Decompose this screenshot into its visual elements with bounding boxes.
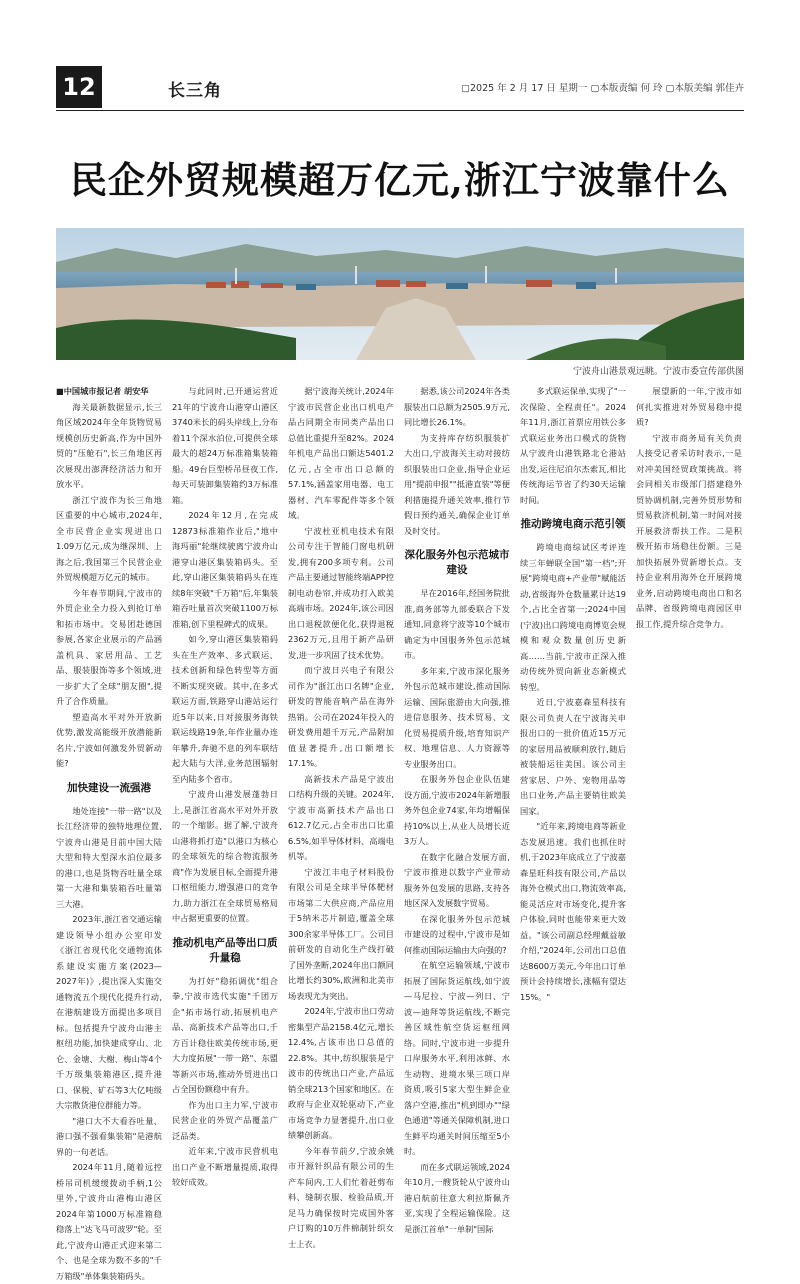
paragraph: 展望新的一年,宁波市如何扎实推进对外贸易稳中提质?	[636, 386, 742, 427]
paragraph: 近年来,宁波市民营机电出口产业不断增量提质,取得较好成效。	[172, 1146, 278, 1187]
page-number: 12	[56, 66, 102, 108]
paragraph: 宁波杜亚机电技术有限公司专注于智能门窗电机研发,拥有200多项专利。公司产品主要通过智能终端APP控制电动卷帘,并成功打入欧美高端市场。2024年,该公司因出口退税款便化化,获得退税2362万元,且用于新产品研发,进一步巩固了技术优势。	[288, 525, 394, 660]
byline: ■中国城市报记者 胡安华	[56, 386, 149, 396]
paragraph: 地处连接"一带一路"以及长江经济带的独特地理位置,宁波舟山港是目前中国大陆大型和特大型深水泊位最多的港口,也是货物吞吐量全球第一大港和集装箱吞吐量第三大港。	[56, 805, 162, 909]
paragraph: 近日,宁波嘉森星科技有限公司负责人在宁波海关申报出口的一批价值近15万元的家居用品被顺利放行,随后被装船运往美国。该公司主营家居、户外、宠物用品等出口业务,产品主要销往欧美国家。	[520, 697, 626, 816]
subheading-ecommerce: 推动跨境电商示范引领	[520, 518, 626, 530]
port-photo-illustration	[56, 228, 744, 360]
editor-credit: ▢本版责编 何 玲	[590, 83, 663, 94]
column-5	[520, 384, 626, 1124]
paragraph: 今年春节期间,宁波市的外贸企业全力投入到抢订单和拓市场中。交易团赴德国参展,各家企业展示的产品涵盖机具、家居用品、工艺品、服装服饰等多个领域,进一步扩大了全球"朋友圈",提升了合作质量。	[56, 587, 162, 706]
paragraph: "港口大不大看吞吐量、港口强不强看集装箱"是港航界的一句老话。	[56, 1115, 162, 1157]
paragraph: 多式联运保单,实现了"一次保险、全程责任"。2024年11月,浙江首票应用铁公多式联运业务出口模式的货物从宁波舟山港铁路北仑港站出发,运往尼泊尔杰索瓦,相比传统海运节省了约30天运输时间。	[520, 386, 626, 505]
paragraph: 在数字化融合发展方面,宁波市推进以数字产业带动服务外包发展的思路,支持各地区深入发展数字贸易。	[404, 851, 510, 908]
column-3	[288, 384, 394, 1249]
paragraph: 为打好"稳拓调优"组合拳,宁波市选代实施"千团万企"拓市场行动,拓展机电产品、高新技术产品等出口,千方百计稳住欧美传统市场,更大力度拓展"一带一路"、东盟等新兴市场,推动外贸进出口占全国份额稳中有升。	[172, 975, 278, 1094]
paragraph: 在服务外包企业队伍建设方面,宁波市2024年新增服务外包企业74家,年均增幅保持10%以上,从业人员增长近3万人。	[404, 774, 510, 846]
header-rule	[56, 110, 744, 111]
column-6	[636, 384, 742, 1124]
paragraph: 浙江宁波作为长三角地区重要的中心城市,2024年,全市民营企业实现进出口1.09万亿元,成为继深圳、上海之后,我国第三个民营企业外贸规模超万亿元的城市。	[56, 494, 162, 582]
paragraph: 高新技术产品是宁波出口结构升级的关键。2024年,宁波市高新技术产品出口612.7亿元,占全市出口比重6.5%,如半导体材料、高端电机等。	[288, 773, 394, 861]
paragraph: 宁波江丰电子材料股份有限公司是全球半导体靶材市场第二大供应商,产品应用于5纳米芯片制造,覆盖全球300余家半导体工厂。公司目前研发的自动化生产线打破了国外垄断,2024年出口额同比增长约30%,欧洲和北美市场表现尤为突出。	[288, 866, 394, 1001]
paragraph: 宁波舟山港发展蓬勃日上,是浙江省高水平对外开放的一个缩影。据了解,宁波舟山港将抓打造"以港口为核心的全球领先的综合物流服务商"作为发展目标,全面提升港口枢纽能力,增强港口的竞争力,助力浙江在全球贸易格局中占据更重要的位置。	[172, 789, 278, 923]
paragraph: 跨境电商综试区考评连续三年蝉联全国"第一档";开展"跨境电商+产业带"赋能活动,省级海外仓数量累计达19个,占比全省第一;2024中国(宁波)出口跨境电商博览会规模和观众数量创历史新高……当前,宁波市正深入推动传统外贸向新业态新模式转型。	[520, 542, 626, 692]
paragraph: 在航空运输领域,宁波市拓展了国际货运航线,如宁波—马尼拉、宁波—列日、宁波—迪拜等货运航线,不断完善区域性航空货运枢纽网络。同时,宁波市进一步提升口岸服务水平,利用冰鲜、水生动物、进境水果三项口岸资质,吸引5家大型生鲜企业落户空港,推出"机到即办""绿色通道"等通关保障机制,进口生鲜平均通关时间压缩至5小时。	[404, 960, 510, 1156]
paragraph: 据悉,该公司2024年各类服装出口总额为2505.9万元,同比增长26.1%。	[404, 386, 510, 427]
paragraph: 而宁波日兴电子有限公司作为"浙江出口名牌"企业,研发的智能音响产品在海外热销。公司在2024年投入的研发费用超千万元,产品附加值显著提升,出口额增长17.1%。	[288, 665, 394, 768]
port-photo	[56, 228, 744, 360]
paragraph: 与此同时,已开通运营近21年的宁波舟山港穿山港区3740米长的码头岸线上,分布着11个深水泊位,可提供全球最大的超24万标准箱集装箱船。49台巨型桥吊昼夜工作,每天可装卸集装箱约3万标准箱。	[172, 386, 278, 505]
paragraph: 多年来,宁波市深化服务外包示范城市建设,推动国际运输、国际旅游由大向强,推进信息服务、技术贸易、文化贸易提质升级,培育知识产权、地理信息、人力资源等专业服务出口。	[404, 665, 510, 769]
paragraph: 2023年,浙江省交通运输建设领导小组办公室印发《浙江省现代化交通物流体系建设实施方案(2023—2027年)》,提出深入实施交通物流五个现代化提升行动,在港航建设方面提出多项目标。包括提升宁波舟山港主枢纽功能,加快建成穿山、北仑、金塘、大榭、梅山等4个千万级集装箱港区,提升港口、保税、矿石等3大亿吨级大宗散货港位群能力等。	[56, 914, 162, 1110]
headline: 民企外贸规模超万亿元,浙江宁波靠什么	[70, 158, 730, 202]
paragraph: 在深化服务外包示范城市建设的过程中,宁波市是如何推动国际运输由大向强的?	[404, 913, 510, 955]
paragraph: 据宁波海关统计,2024年宁波市民营企业出口机电产品占同期全市同类产品出口总值比重提升至82%。2024年机电产品出口额达5401.2亿元,占全市出口总额的57.1%,涵盖家用电器、电工器材、汽车零配件等多个领域。	[288, 386, 394, 520]
paragraph: 今年春节前夕,宁波余姚市开源针织品有限公司的生产车间内,工人们忙着赶剪布料、缝制衣服、检验品质,开足马力确保按时完成国外客户订购的10万件棉制针织女士上衣。	[288, 1145, 394, 1249]
article-body	[56, 384, 744, 1281]
subheading-exports: 推动机电产品等出口质升量稳	[172, 936, 278, 964]
paragraph: 而在多式联运领域,2024年10月,一艘货轮从宁波舟山港启航前往意大利拉斯佩齐亚,实现了全程运输保险。这是浙江首单"一单制"国际	[404, 1161, 510, 1234]
paragraph: "近年来,跨境电商等新业态发展迅速。我们也抓住时机,于2023年底成立了宁波嘉森星旺科技有限公司,产品以海外仓模式出口,物流效率高,能灵活应对市场变化,提升客户体验,同时也能带来更大效益。"该公司副总经理戴益敏介绍,"2024年,公司出口总值达8600万美元,今年出口订单预计会持续增长,涨幅有望达15%。"	[520, 821, 626, 1002]
paragraph: 为支持库存纺织服装扩大出口,宁波海关主动对接纺织服装出口企业,指导企业运用"提前申报""抵港直装"等便利措施提升通关效率,推行节假日预约通关,确保企业订单及时交付。	[404, 432, 510, 536]
column-1	[56, 384, 162, 1281]
masthead	[56, 66, 744, 108]
paragraph: 2024年11月,随着远控桥吊司机缓缓拨动手柄,1公里外,宁波舟山港梅山港区2024年第1000万标准箱稳稳落上"达飞马可波罗"轮。至此,宁波舟山港正式迎来第二个、也是全球为数不多的"千万箱级"单体集装箱码头。	[56, 1162, 162, 1281]
paragraph: 2024年12月,在完成12873标准箱作业后,"地中海玛丽"轮继续驶离宁波舟山港穿山港区集装箱码头。至此,穿山港区集装箱码头在连续8年突破"千万箱"后,年集装箱吞吐量首次突破1100万标准箱,创下里程碑式的成果。	[172, 510, 278, 629]
issue-date: ▢2025 年 2 月 17 日 星期一	[461, 83, 588, 94]
photo-caption: 宁波舟山港景观远眺。宁波市委宣传部供图	[572, 367, 744, 377]
section-name: 长三角	[168, 81, 222, 101]
column-4	[404, 384, 510, 1234]
paragraph: 早在2016年,经国务院批准,商务部等九部委联合下发通知,同意将宁波等10个城市确定为中国服务外包示范城市。	[404, 588, 510, 660]
paragraph: 作为出口主力军,宁波市民营企业的外贸产品覆盖广泛品类。	[172, 1099, 278, 1141]
masthead-meta	[461, 80, 744, 94]
subheading-ports: 加快建设一流强港	[67, 781, 151, 794]
paragraph: 宁波市商务局有关负责人接受记者采访时表示,一是对冲美国经贸政策挑战。将会同相关市级部门搭建稳外贸协调机制,完善外贸形势和贸易救济机制,第一时间对接开展救济帮扶工作。二是积极开拓市场稳住份额。三是加快拓展外贸新增长点。支持企业利用海外仓开展跨境业务,启动跨境电商出口和名品牌、省级跨境电商园区申报工作,提升综合竞争力。	[636, 432, 742, 629]
designer-credit: ▢本版美编 郭佳卉	[665, 83, 744, 94]
paragraph: 如今,穿山港区集装箱码头在生产效率、多式联运、技术创新和绿色转型等方面不断实现突破。其中,在多式联运方面,铁路穿山港站运行近5年以来,日对接服务海铁联运线路19条,年作业量办连年攀升,奔驰不息的列车联结起大陆与大洋,业务范围辐射至内陆多个省市。	[172, 634, 278, 784]
paragraph: 海关最新数据显示,长三角区域2024年全年货物贸易规模创历史新高,作为中国外贸的"压舱石",长三角地区再次展现出澎湃经济活力和开放水平。	[56, 401, 162, 489]
paragraph: 2024年,宁波市出口劳动密集型产品2158.4亿元,增长12.4%,占该市出口总值的22.8%。其中,纺织服装是宁波市的传统出口产业,产品远销全球213个国家和地区。在政府与企业双轮驱动下,产业市场竞争力显著提升,出口业绩攀创新高。	[288, 1006, 394, 1140]
paragraph: 塑造高水平对外开放新优势,激发高能级开放潜能新名片,宁波如何激发外贸新动能?	[56, 711, 162, 768]
subheading-outsourcing: 深化服务外包示范城市建设	[404, 549, 510, 576]
column-2	[172, 384, 278, 1187]
